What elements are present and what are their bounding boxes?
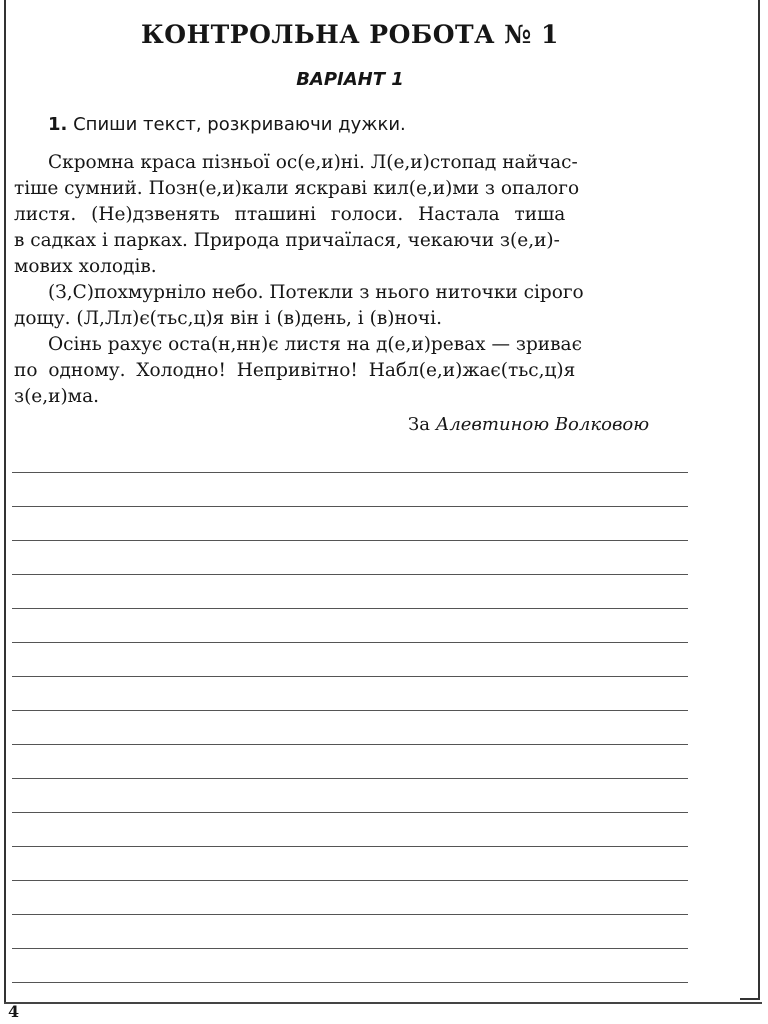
page-number: 4 xyxy=(8,1002,20,1021)
writing-line xyxy=(12,710,688,711)
writing-line xyxy=(12,506,688,507)
task-instruction-text: Спиши текст, розкриваючи дужки. xyxy=(73,114,406,135)
writing-lines-area[interactable] xyxy=(12,0,688,1024)
writing-line xyxy=(12,574,688,575)
exercise-text-line-3: листя. (Не)дзвенять пташині голоси. Настала тиша xyxy=(14,204,566,225)
writing-line xyxy=(12,472,688,473)
writing-line xyxy=(12,846,688,847)
page-frame-right xyxy=(758,0,760,1000)
writing-line xyxy=(12,642,688,643)
exercise-text-line-10: з(е,и)ма. xyxy=(14,386,99,407)
exercise-text-line-4: в садках і парках. Природа причаїлася, чекаючи з(е,и)- xyxy=(14,230,560,251)
writing-line xyxy=(12,982,688,983)
page-frame-left xyxy=(4,0,6,1002)
variant-heading: ВАРІАНТ 1 xyxy=(296,69,404,90)
writing-line xyxy=(12,778,688,779)
writing-line xyxy=(12,812,688,813)
exercise-text-line-8: Осінь рахує оста(н,нн)є листя на д(е,и)ревах — зриває xyxy=(48,334,582,355)
attribution-author: Алевтиною Волковою xyxy=(435,414,650,435)
exercise-text-line-7: дощу. (Л,Лл)є(тьс,ц)я він і (в)день, і (в)ночі. xyxy=(14,308,442,329)
exercise-text-line-6: (З,С)похмурніло небо. Потекли з нього ниточки сірого xyxy=(48,282,584,303)
exercise-text-line-2: тіше сумний. Позн(е,и)кали яскраві кил(е,и)ми з опалого xyxy=(14,178,580,199)
exercise-text-line-9: по одному. Холодно! Непривітно! Набл(е,и)жає(тьс,ц)я xyxy=(14,360,576,381)
page-title: КОНТРОЛЬНА РОБОТА № 1 xyxy=(141,20,559,49)
writing-line xyxy=(12,608,688,609)
writing-line xyxy=(12,676,688,677)
writing-line xyxy=(12,880,688,881)
attribution-prefix: За xyxy=(408,414,430,435)
writing-line xyxy=(12,540,688,541)
writing-line xyxy=(12,914,688,915)
exercise-text-line-1: Скромна краса пізньої ос(е,и)ні. Л(е,и)стопад найчас- xyxy=(48,152,578,173)
task-number: 1. xyxy=(48,114,68,135)
exercise-text-line-5: мових холодів. xyxy=(14,256,157,277)
page-frame-right-foot xyxy=(740,998,760,1000)
writing-line xyxy=(12,744,688,745)
writing-line xyxy=(12,948,688,949)
